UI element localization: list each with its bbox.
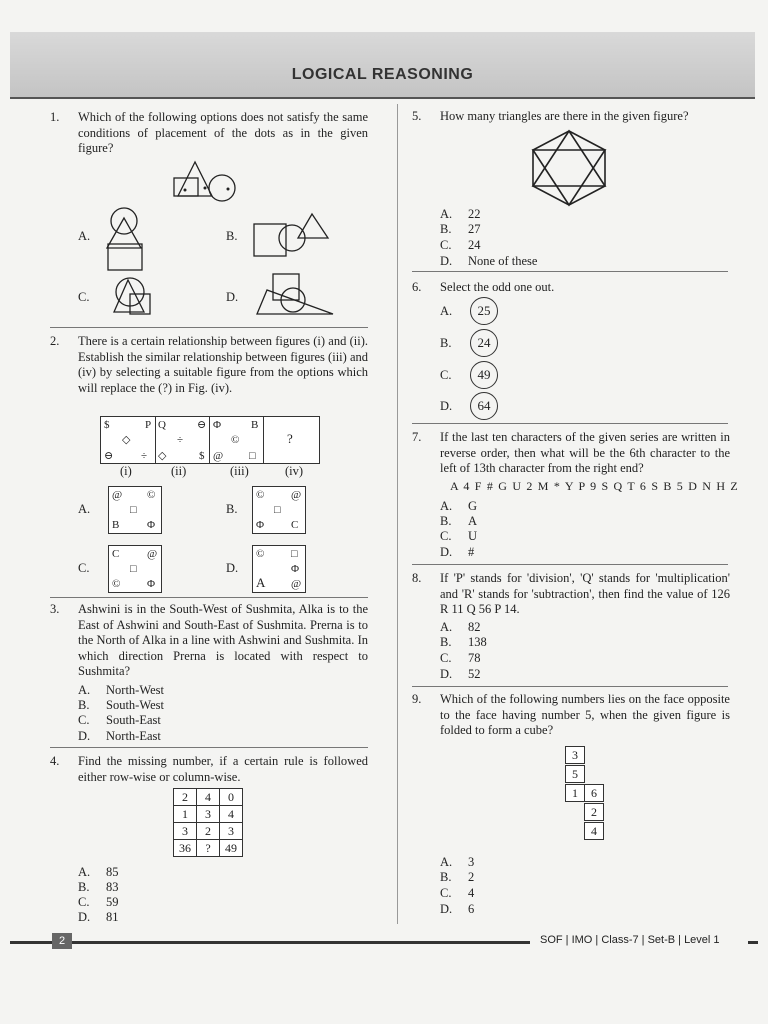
q3-option-c[interactable]	[78, 713, 161, 728]
grid-cell: ?	[196, 839, 220, 857]
symbol-copyright: ©	[231, 434, 240, 446]
option-letter: C.	[78, 713, 90, 727]
question-separator	[412, 686, 728, 687]
q9-option-b[interactable]	[440, 870, 474, 885]
symbol-at: @	[291, 489, 302, 501]
option-letter: B.	[78, 880, 90, 894]
q6-option-b-letter[interactable]: B.	[440, 336, 452, 350]
q1-option-a-figure[interactable]	[103, 206, 148, 272]
column-divider	[397, 104, 398, 924]
option-letter: B.	[78, 698, 90, 712]
q2-option-c-figure[interactable]	[108, 545, 162, 593]
option-letter: D.	[78, 910, 91, 924]
symbol-b: B	[112, 519, 120, 531]
option-text: G	[468, 499, 478, 513]
q6-option-d-letter[interactable]: D.	[440, 399, 453, 413]
symbol-theta: ⊖	[104, 450, 114, 462]
q1-option-b-figure[interactable]	[250, 210, 332, 260]
symbol-box: □	[249, 450, 256, 462]
option-text: 2	[468, 870, 475, 884]
option-letter: D.	[440, 545, 453, 559]
question-separator	[412, 423, 728, 424]
option-letter: A.	[78, 865, 91, 879]
q2-option-d-label[interactable]: D.	[226, 561, 239, 575]
option-letter: D.	[440, 667, 453, 681]
option-text: North-East	[106, 729, 161, 743]
net-face: 5	[565, 765, 585, 783]
symbol-phi: Φ	[213, 419, 222, 431]
q2-option-b-label[interactable]: B.	[226, 502, 238, 516]
q7-character-series: A 4 F # G U 2 M * Y P 9 S Q T 6 S B 5 D N H Z	[450, 479, 739, 493]
question-number: 3.	[50, 602, 60, 616]
q5-option-b[interactable]	[440, 222, 481, 237]
symbol-copyright: ©	[256, 548, 265, 560]
grid-cell: 3	[196, 805, 220, 823]
symbol-divide: ÷	[141, 450, 148, 462]
q5-option-c[interactable]	[440, 238, 481, 253]
q1-option-c-figure[interactable]	[110, 272, 158, 318]
q6-option-c-circle[interactable]: 49	[470, 361, 498, 389]
q4-option-c[interactable]	[78, 895, 119, 910]
option-text: 78	[468, 651, 481, 665]
symbol-phi: Φ	[147, 578, 156, 590]
option-letter: C.	[440, 886, 452, 900]
option-letter: B.	[440, 514, 452, 528]
option-text: 52	[468, 667, 481, 681]
option-text: 85	[106, 865, 119, 879]
q3-option-d[interactable]	[78, 729, 161, 744]
option-letter: D.	[440, 902, 453, 916]
q2-option-c-label[interactable]: C.	[78, 561, 90, 575]
symbol-a: A	[256, 575, 266, 590]
question-separator	[50, 327, 368, 328]
grid-cell: 4	[219, 805, 243, 823]
question-text: If 'P' stands for 'division', 'Q' stands for 'multiplication' and 'R' stands for 'subtraction', then find the value of 126 R 11 Q 56 P 14.	[440, 571, 730, 616]
option-text: 82	[468, 620, 481, 634]
question-number: 7.	[412, 430, 422, 444]
q8-option-b[interactable]	[440, 635, 487, 650]
grid-cell: 3	[219, 822, 243, 840]
grid-cell: 1	[173, 805, 197, 823]
footer-rule	[10, 941, 530, 944]
footer-rule-end	[748, 941, 758, 944]
question-number: 4.	[50, 754, 60, 768]
q6-option-b-circle[interactable]: 24	[470, 329, 498, 357]
q8-option-c[interactable]	[440, 651, 481, 666]
question-number: 2.	[50, 334, 60, 348]
fig-label-ii: (ii)	[171, 464, 187, 478]
option-text: U	[468, 529, 478, 543]
q3-option-b[interactable]	[78, 698, 164, 713]
option-letter: A.	[440, 207, 453, 221]
symbol-c: C	[291, 519, 299, 531]
net-face: 3	[565, 746, 585, 764]
symbol-b: B	[251, 419, 259, 431]
q7-option-c[interactable]	[440, 529, 477, 544]
option-letter: A.	[440, 620, 453, 634]
symbol-box: □	[274, 504, 281, 516]
option-text: #	[468, 545, 475, 559]
q2-option-a-figure[interactable]	[108, 486, 162, 534]
question-text: Which of the following numbers lies on the face opposite to the face having number 5, when the given figure is folded to form a cube?	[440, 692, 730, 737]
grid-cell: 36	[173, 839, 197, 857]
symbol-diamond: ◇	[158, 450, 167, 462]
q6-option-a-circle[interactable]: 25	[470, 297, 498, 325]
q6-option-a-letter[interactable]: A.	[440, 304, 453, 318]
q7-option-d[interactable]	[440, 545, 474, 560]
q7-option-b[interactable]	[440, 514, 477, 529]
q7-option-a[interactable]	[440, 499, 477, 514]
question-separator	[412, 271, 728, 272]
symbol-phi: Φ	[256, 519, 265, 531]
symbol-p: P	[145, 419, 152, 431]
question-number: 6.	[412, 280, 422, 294]
q8-option-d[interactable]	[440, 667, 481, 682]
option-letter: A.	[440, 499, 453, 513]
grid-cell: 4	[196, 788, 220, 806]
option-text: 83	[106, 880, 119, 894]
symbol-box: □	[291, 548, 298, 560]
q6-option-c-letter[interactable]: C.	[440, 368, 452, 382]
footer-text: SOF | IMO | Class-7 | Set-B | Level 1	[540, 934, 720, 946]
net-face: 4	[584, 822, 604, 840]
grid-cell: 2	[173, 788, 197, 806]
q9-option-a[interactable]	[440, 855, 474, 870]
question-text: If the last ten characters of the given series are written in reverse order, then what will be the 6th character to the left of 13th character from the right end?	[440, 430, 730, 475]
option-text: 81	[106, 910, 119, 924]
section-title: LOGICAL REASONING	[291, 66, 474, 83]
q2-option-d-figure[interactable]	[252, 545, 306, 593]
page-number: 2	[52, 933, 72, 949]
grid-cell: 3	[173, 822, 197, 840]
q9-cube-net	[565, 746, 607, 846]
question-number: 5.	[412, 109, 422, 123]
section-header	[10, 32, 755, 99]
symbol-at: @	[213, 450, 224, 462]
option-text: A	[468, 514, 478, 528]
q1-given-figure	[170, 158, 250, 203]
symbol-copyright: ©	[147, 489, 156, 501]
option-letter: B.	[440, 870, 452, 884]
option-text: 4	[468, 886, 475, 900]
question-text: Find the missing number, if a certain rule is followed either row-wise or column-wise.	[78, 754, 368, 784]
q4-option-d[interactable]	[78, 910, 119, 925]
option-letter: B.	[440, 222, 452, 236]
question-separator	[50, 747, 368, 748]
q1-option-d-label[interactable]: D.	[226, 290, 239, 304]
question-separator	[412, 564, 728, 565]
symbol-copyright: ©	[112, 578, 121, 590]
option-letter: C.	[440, 651, 452, 665]
question-number: 1.	[50, 110, 60, 124]
option-text: North-West	[106, 683, 165, 697]
option-text: 22	[468, 207, 481, 221]
symbol-phi: Φ	[291, 563, 300, 575]
symbol-phi: Φ	[147, 519, 156, 531]
symbol-at: @	[291, 578, 302, 590]
grid-cell: 49	[219, 839, 243, 857]
option-letter: D.	[78, 729, 91, 743]
question-text: There is a certain relationship between figures (i) and (ii). Establish the similar relationship between figures (iii) and (iv) by selecting a suitable figure from the options which will replace the (?) in Fig. (iv).	[78, 334, 368, 395]
question-text: Select the odd one out.	[440, 280, 555, 294]
symbol-at: @	[112, 489, 123, 501]
q5-option-d[interactable]	[440, 254, 537, 269]
net-face: 6	[584, 784, 604, 802]
q1-option-c-label[interactable]: C.	[78, 290, 90, 304]
q5-option-a[interactable]	[440, 207, 481, 222]
symbol-dollar: $	[104, 419, 110, 431]
option-letter: D.	[440, 254, 453, 268]
option-text: 24	[468, 238, 481, 252]
question-number: 8.	[412, 571, 422, 585]
q3-option-a[interactable]	[78, 683, 164, 698]
symbol-divide: ÷	[177, 434, 184, 446]
q9-option-d[interactable]	[440, 902, 474, 917]
option-letter: C.	[78, 895, 90, 909]
symbol-c: C	[112, 548, 120, 560]
option-text: South-East	[106, 713, 161, 727]
question-text: Ashwini is in the South-West of Sushmita, Alka is to the East of Ashwini and South-East of Sushmita. Prerna is to the North of Alka in a line with Ashwini and Sushmita. In which direction Prerna is located with respect to Sushmita?	[78, 602, 368, 678]
q1-option-b-label[interactable]: B.	[226, 229, 238, 243]
q2-option-a-label[interactable]: A.	[78, 502, 91, 516]
option-letter: B.	[440, 635, 452, 649]
q4-number-grid	[173, 788, 245, 860]
question-mark: ?	[287, 431, 293, 446]
fig-label-iii: (iii)	[230, 464, 249, 478]
symbol-theta: ⊖	[197, 419, 207, 431]
q2-option-b-figure[interactable]	[252, 486, 306, 534]
option-text: 59	[106, 895, 119, 909]
option-text: South-West	[106, 698, 165, 712]
question-separator	[50, 597, 368, 598]
option-text: 6	[468, 902, 475, 916]
question-text: Which of the following options does not satisfy the same conditions of placement of the dots as in the given figure?	[78, 110, 368, 155]
option-text: 138	[468, 635, 487, 649]
symbol-dollar: $	[199, 450, 205, 462]
q6-option-d-circle[interactable]: 64	[470, 392, 498, 420]
grid-cell: 2	[196, 822, 220, 840]
q2-problem-figures	[100, 416, 320, 464]
fig-label-iv: (iv)	[285, 464, 304, 478]
question-number: 9.	[412, 692, 422, 706]
option-letter: A.	[78, 683, 91, 697]
grid-cell: 0	[219, 788, 243, 806]
question-text: How many triangles are there in the given figure?	[440, 109, 689, 123]
q8-option-a[interactable]	[440, 620, 481, 635]
symbol-q: Q	[158, 419, 166, 431]
q9-option-c[interactable]	[440, 886, 474, 901]
option-letter: A.	[440, 855, 453, 869]
net-face: 2	[584, 803, 604, 821]
option-letter: C.	[440, 238, 452, 252]
symbol-at: @	[147, 548, 158, 560]
q4-option-a[interactable]	[78, 865, 119, 880]
symbol-box: □	[130, 504, 137, 516]
option-text: 27	[468, 222, 481, 236]
fig-label-i: (i)	[120, 464, 132, 478]
q1-option-a-label[interactable]: A.	[78, 229, 91, 243]
option-text: None of these	[468, 254, 538, 268]
q5-hexagon-figure	[525, 128, 613, 208]
q1-option-d-figure[interactable]	[253, 270, 338, 320]
symbol-diamond: ◇	[122, 434, 131, 446]
symbol-copyright: ©	[256, 489, 265, 501]
option-text: 3	[468, 855, 475, 869]
option-letter: C.	[440, 529, 452, 543]
symbol-box: □	[130, 563, 137, 575]
net-face: 1	[565, 784, 585, 802]
q4-option-b[interactable]	[78, 880, 119, 895]
